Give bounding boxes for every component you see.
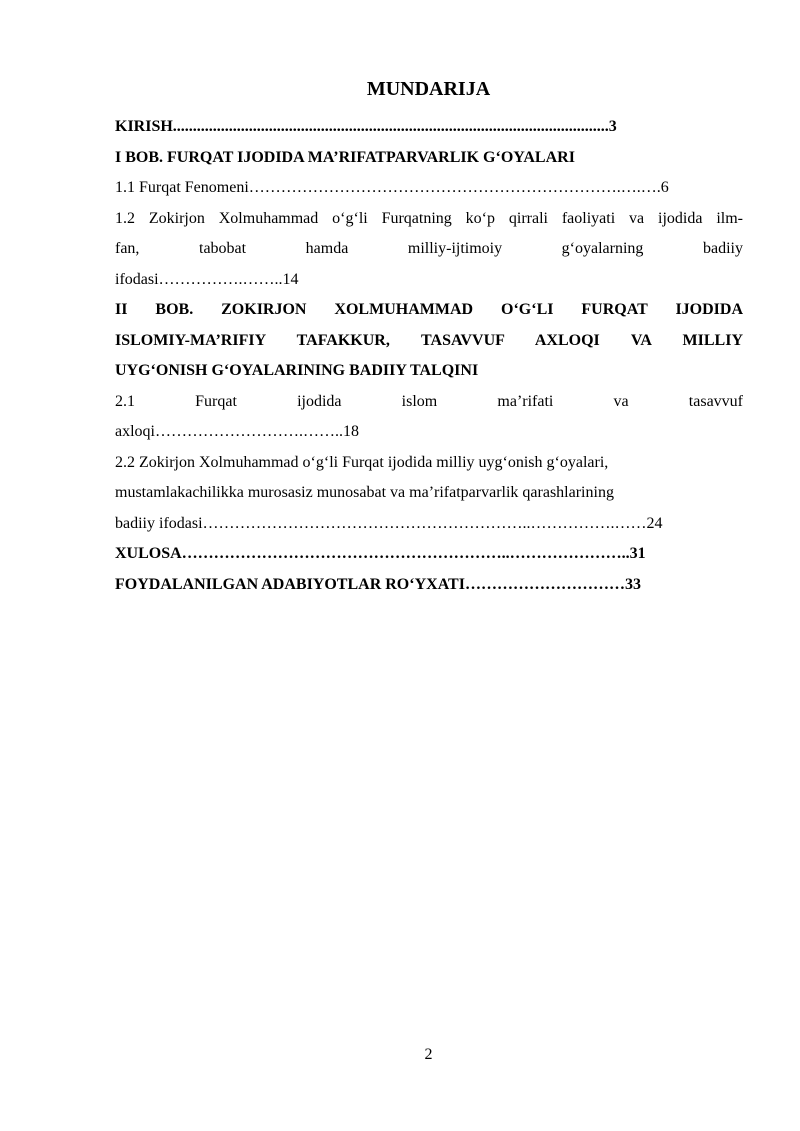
table-of-contents — [115, 112, 743, 600]
toc-entry-kirish: KIRISH.............................................................................................................3 — [115, 118, 617, 135]
toc-line: fan, tabobat hamda milliy-ijtimoiy g‘oyalarning badiiy — [115, 240, 743, 257]
toc-line: 1.2 Zokirjon Xolmuhammad o‘g‘li Furqatning ko‘p qirrali faoliyati va ijodida ilm- — [115, 209, 743, 227]
toc-line: 2.1 Furqat ijodida islom ma’rifati va tasavvuf — [115, 392, 743, 410]
toc-line: II BOB. ZOKIRJON XOLMUHAMMAD O‘G‘LI FURQAT IJODIDA — [115, 301, 743, 318]
toc-entry-section-2-2 — [115, 448, 743, 540]
page-title: MUNDARIJA — [366, 78, 491, 100]
toc-entry-chapter-2 — [115, 295, 743, 387]
toc-line: UYG‘ONISH G‘OYALARINING BADIIY TALQINI — [115, 362, 479, 379]
toc-line: badiiy ifodasi……………………………………………………..…………….……24 — [115, 514, 663, 532]
toc-entry-section-1-2 — [115, 204, 743, 296]
toc-line: 2.2 Zokirjon Xolmuhammad o‘g‘li Furqat ijodida milliy uyg‘onish g‘oyalari, — [115, 453, 609, 471]
toc-entry-section-1-1: 1.1 Furqat Fenomeni…………………………………………………………….….….6 — [115, 179, 669, 196]
toc-line: axloqi……………………….……..18 — [115, 423, 359, 440]
toc-entry-chapter-1: I BOB. FURQAT IJODIDA MA’RIFATPARVARLIK G‘OYALARI — [115, 148, 575, 166]
toc-entry-adabiyotlar: FOYDALANILGAN ADABIYOTLAR RO‘YXATI…………………………33 — [115, 575, 641, 593]
toc-line: ISLOMIY-MA’RIFIY TAFAKKUR, TASAVVUF AXLOQI VA MILLIY — [115, 331, 743, 349]
toc-line: ifodasi…………….……..14 — [115, 270, 299, 288]
toc-entry-xulosa: XULOSA……………………………………………………..…………………..31 — [115, 545, 646, 562]
page-number: 2 — [424, 1046, 433, 1063]
toc-line: mustamlakachilikka murosasiz munosabat va ma’rifatparvarlik qarashlarining — [115, 484, 614, 501]
toc-entry-section-2-1 — [115, 387, 743, 448]
